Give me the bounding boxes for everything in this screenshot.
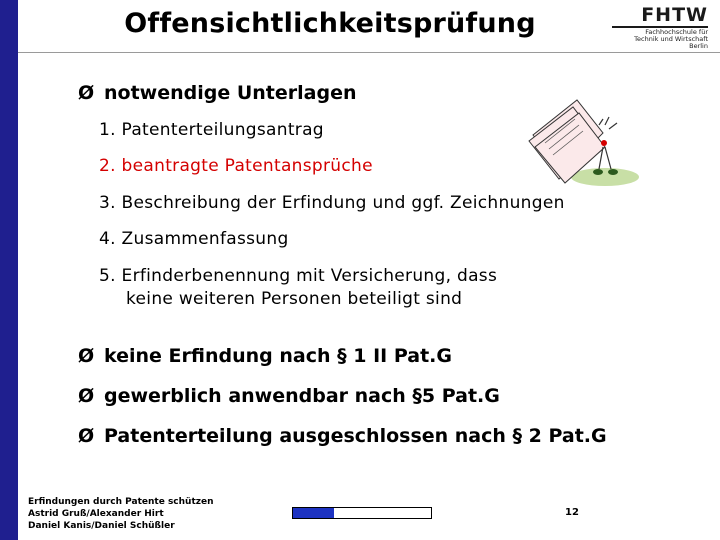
logo-name: FHTW: [641, 4, 708, 26]
slide-progress-fill: [293, 508, 334, 518]
item-number: 4.: [99, 229, 116, 249]
bullet-no-invention: [78, 345, 452, 367]
bullet-exclusion: [78, 425, 607, 447]
item-number: 2.: [99, 156, 116, 176]
item-text: Zusammenfassung: [121, 229, 289, 249]
item-text: Beschreibung der Erfindung und ggf. Zeichnungen: [121, 193, 565, 213]
document-item-1: [99, 120, 324, 140]
slide-progress-bar: [292, 507, 432, 519]
logo-subtitle-line: Technik und Wirtschaft: [634, 35, 708, 43]
bullet-arrow-icon: Ø: [78, 82, 95, 104]
slide-title: Offensichtlichkeitsprüfung: [124, 8, 536, 39]
fhtw-logo: [612, 4, 712, 50]
document-item-3: [99, 193, 565, 213]
item-number: 3.: [99, 193, 116, 213]
document-item-2: [99, 156, 373, 176]
bullet-text: gewerblich anwendbar nach §5 Pat.G: [104, 385, 500, 407]
footer-line: Daniel Kanis/Daniel Schüßler: [28, 521, 175, 531]
document-item-5: [99, 265, 497, 311]
bullet-documents-heading: [78, 82, 356, 104]
bullet-arrow-icon: Ø: [78, 345, 95, 367]
footer-line: Erfindungen durch Patente schützen: [28, 497, 214, 507]
bullet-text: Patenterteilung ausgeschlossen nach § 2 Pat.G: [104, 425, 607, 447]
title-divider: [18, 52, 720, 53]
item-text-continuation: keine weiteren Personen beteiligt sind: [126, 289, 463, 309]
bullet-arrow-icon: Ø: [78, 385, 95, 407]
document-item-4: [99, 229, 289, 249]
page-number: 12: [565, 507, 579, 518]
item-number: 1.: [99, 120, 116, 140]
item-text: beantragte Patentansprüche: [121, 156, 373, 176]
bullet-text: keine Erfindung nach § 1 II Pat.G: [104, 345, 452, 367]
bullet-commercial-use: [78, 385, 500, 407]
logo-subtitle-line: Fachhochschule für: [645, 28, 708, 36]
logo-subtitle-line: Berlin: [689, 42, 708, 50]
item-text: Patenterteilungsantrag: [121, 120, 324, 140]
logo-subtitle: [612, 29, 708, 50]
item-number: 5.: [99, 266, 116, 286]
footer-credits: [28, 496, 214, 532]
item-text: Erfinderbenennung mit Versicherung, dass: [121, 266, 498, 286]
paper-stack-clipart-icon: [525, 95, 640, 190]
bullet-text: notwendige Unterlagen: [104, 82, 357, 104]
bullet-arrow-icon: Ø: [78, 425, 95, 447]
footer-line: Astrid Gruß/Alexander Hirt: [28, 509, 164, 519]
left-accent-bar: [0, 0, 18, 540]
